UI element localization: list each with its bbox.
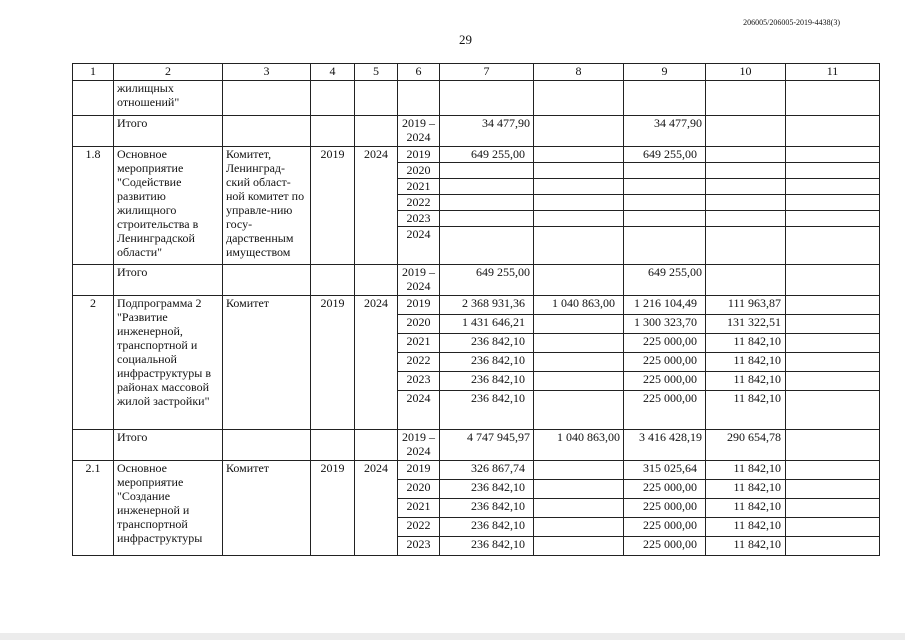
cell-year: 2023: [398, 372, 439, 391]
cell-value: 1 040 863,00: [534, 296, 623, 315]
cell-index: 2.1: [73, 461, 114, 556]
cell-value: 11 842,10: [733, 391, 781, 405]
column-header: 4: [311, 64, 355, 81]
cell-value: 2 368 931,36: [440, 296, 533, 315]
budget-table: [72, 63, 880, 556]
column-header: 8: [534, 64, 624, 81]
cell-text: Итого: [114, 430, 223, 461]
cell-value: 4 747 945,97: [440, 430, 534, 461]
cell-value: 225 000,00: [624, 353, 705, 372]
cell-text: Комитет, Ленинград-ский област-ной комитет по управле-нию госу-дарственным имуществом: [223, 147, 311, 265]
column-header: 6: [398, 64, 440, 81]
cell-value: 225 000,00: [624, 334, 705, 353]
cell-value: 225 000,00: [624, 372, 705, 391]
cell-value: 1 040 863,00: [534, 430, 624, 461]
cell-value: 236 842,10: [471, 391, 525, 405]
cell-year: 2021: [398, 499, 439, 518]
cell-year: 2020: [398, 315, 439, 334]
column-header: 7: [440, 64, 534, 81]
cell-year: 2019: [398, 461, 439, 480]
cell-value: 236 842,10: [440, 334, 533, 353]
cell-value: 315 025,64: [624, 461, 705, 480]
cell-years: 2019 – 2024: [398, 265, 440, 296]
cell-value: 11 842,10: [706, 499, 785, 518]
column-header: 11: [786, 64, 880, 81]
cell-text: Основное мероприятие "Содействие развитию жилищного строительства в Ленинградской области": [114, 147, 223, 265]
cell-value: 1 216 104,49: [624, 296, 705, 315]
cell-text: Комитет: [223, 296, 311, 430]
cell-value: 649 255,00: [624, 265, 706, 296]
table-header-row: [73, 64, 880, 81]
cell-value: 11 842,10: [706, 334, 785, 353]
cell-year: 2023: [406, 537, 431, 551]
column-header: 2: [114, 64, 223, 81]
cell-value: 11 842,10: [706, 461, 785, 480]
cell-year: 2019: [311, 461, 355, 556]
cell-value: 236 842,10: [440, 499, 533, 518]
cell-value: 225 000,00: [643, 537, 697, 551]
column-header: 1: [73, 64, 114, 81]
cell-value: 326 867,74: [440, 461, 533, 480]
cell-value: 11 842,10: [706, 480, 785, 499]
column-header: 9: [624, 64, 706, 81]
cell-value: 1 431 646,21: [440, 315, 533, 334]
cell-value: 225 000,00: [624, 480, 705, 499]
cell-value: 236 842,10: [440, 480, 533, 499]
cell-value: 236 842,10: [440, 518, 533, 537]
cell-value: 11 842,10: [733, 537, 781, 551]
cell-years: 2019 – 2024: [398, 430, 440, 461]
table-row: [73, 296, 880, 430]
cell-index: 2: [73, 296, 114, 430]
cell-value: 131 322,51: [706, 315, 785, 334]
cell-value: 649 255,00: [440, 147, 533, 163]
cell-text: Итого: [114, 265, 223, 296]
table-row: [73, 461, 880, 556]
column-header: 10: [706, 64, 786, 81]
cell-value: 236 842,10: [440, 372, 533, 391]
page-number: 29: [459, 32, 472, 47]
cell-year: 2024: [355, 147, 398, 265]
cell-year: 2021: [398, 334, 439, 353]
cell-year: 2019: [311, 147, 355, 265]
cell-value: 111 963,87: [706, 296, 785, 315]
cell-year: 2022: [398, 518, 439, 537]
cell-value: 290 654,78: [706, 430, 786, 461]
cell-year: 2022: [398, 353, 439, 372]
cell-value: 649 255,00: [440, 265, 534, 296]
cell-text: жилищных отношений": [114, 81, 223, 116]
table-row: [73, 116, 880, 147]
cell-year: 2020: [398, 480, 439, 499]
table-row: [73, 265, 880, 296]
cell-year: 2024: [355, 461, 398, 556]
year-list: 2019 2020 2021 2022 2023 2024: [398, 147, 440, 265]
cell-year: 2024: [355, 296, 398, 430]
cell-text: Основное мероприятие "Создание инженерной и транспортной инфраструктуры: [114, 461, 223, 556]
cell-text: Подпрограмма 2 "Развитие инженерной, транспортной и социальной инфраструктуры в районах массовой жилой застройки": [114, 296, 223, 430]
cell-year: 2019: [398, 296, 439, 315]
scan-edge: [0, 633, 905, 640]
cell-value: 34 477,90: [440, 116, 534, 147]
cell-value: 225 000,00: [624, 499, 705, 518]
cell-value: 11 842,10: [706, 518, 785, 537]
document-id: 206005/206005-2019-4438(3): [743, 18, 840, 27]
cell-index: 1.8: [73, 147, 114, 265]
cell-value: 34 477,90: [624, 116, 706, 147]
cell-value: 225 000,00: [643, 391, 697, 405]
cell-value: 649 255,00: [624, 147, 705, 163]
cell-text: Комитет: [223, 461, 311, 556]
cell-value: 11 842,10: [706, 372, 785, 391]
cell-value: 11 842,10: [706, 353, 785, 372]
cell-value: 236 842,10: [440, 353, 533, 372]
cell-text: Итого: [114, 116, 223, 147]
column-header: 5: [355, 64, 398, 81]
table-row: [73, 81, 880, 116]
cell-value: 1 300 323,70: [624, 315, 705, 334]
cell-year: 2019: [311, 296, 355, 430]
table-row: [73, 147, 880, 265]
cell-value: 225 000,00: [624, 518, 705, 537]
table-row: [73, 430, 880, 461]
cell-value: 3 416 428,19: [624, 430, 706, 461]
cell-year: 2024: [406, 391, 431, 405]
cell-years: 2019 – 2024: [398, 116, 440, 147]
cell-value: 236 842,10: [471, 537, 525, 551]
column-header: 3: [223, 64, 311, 81]
